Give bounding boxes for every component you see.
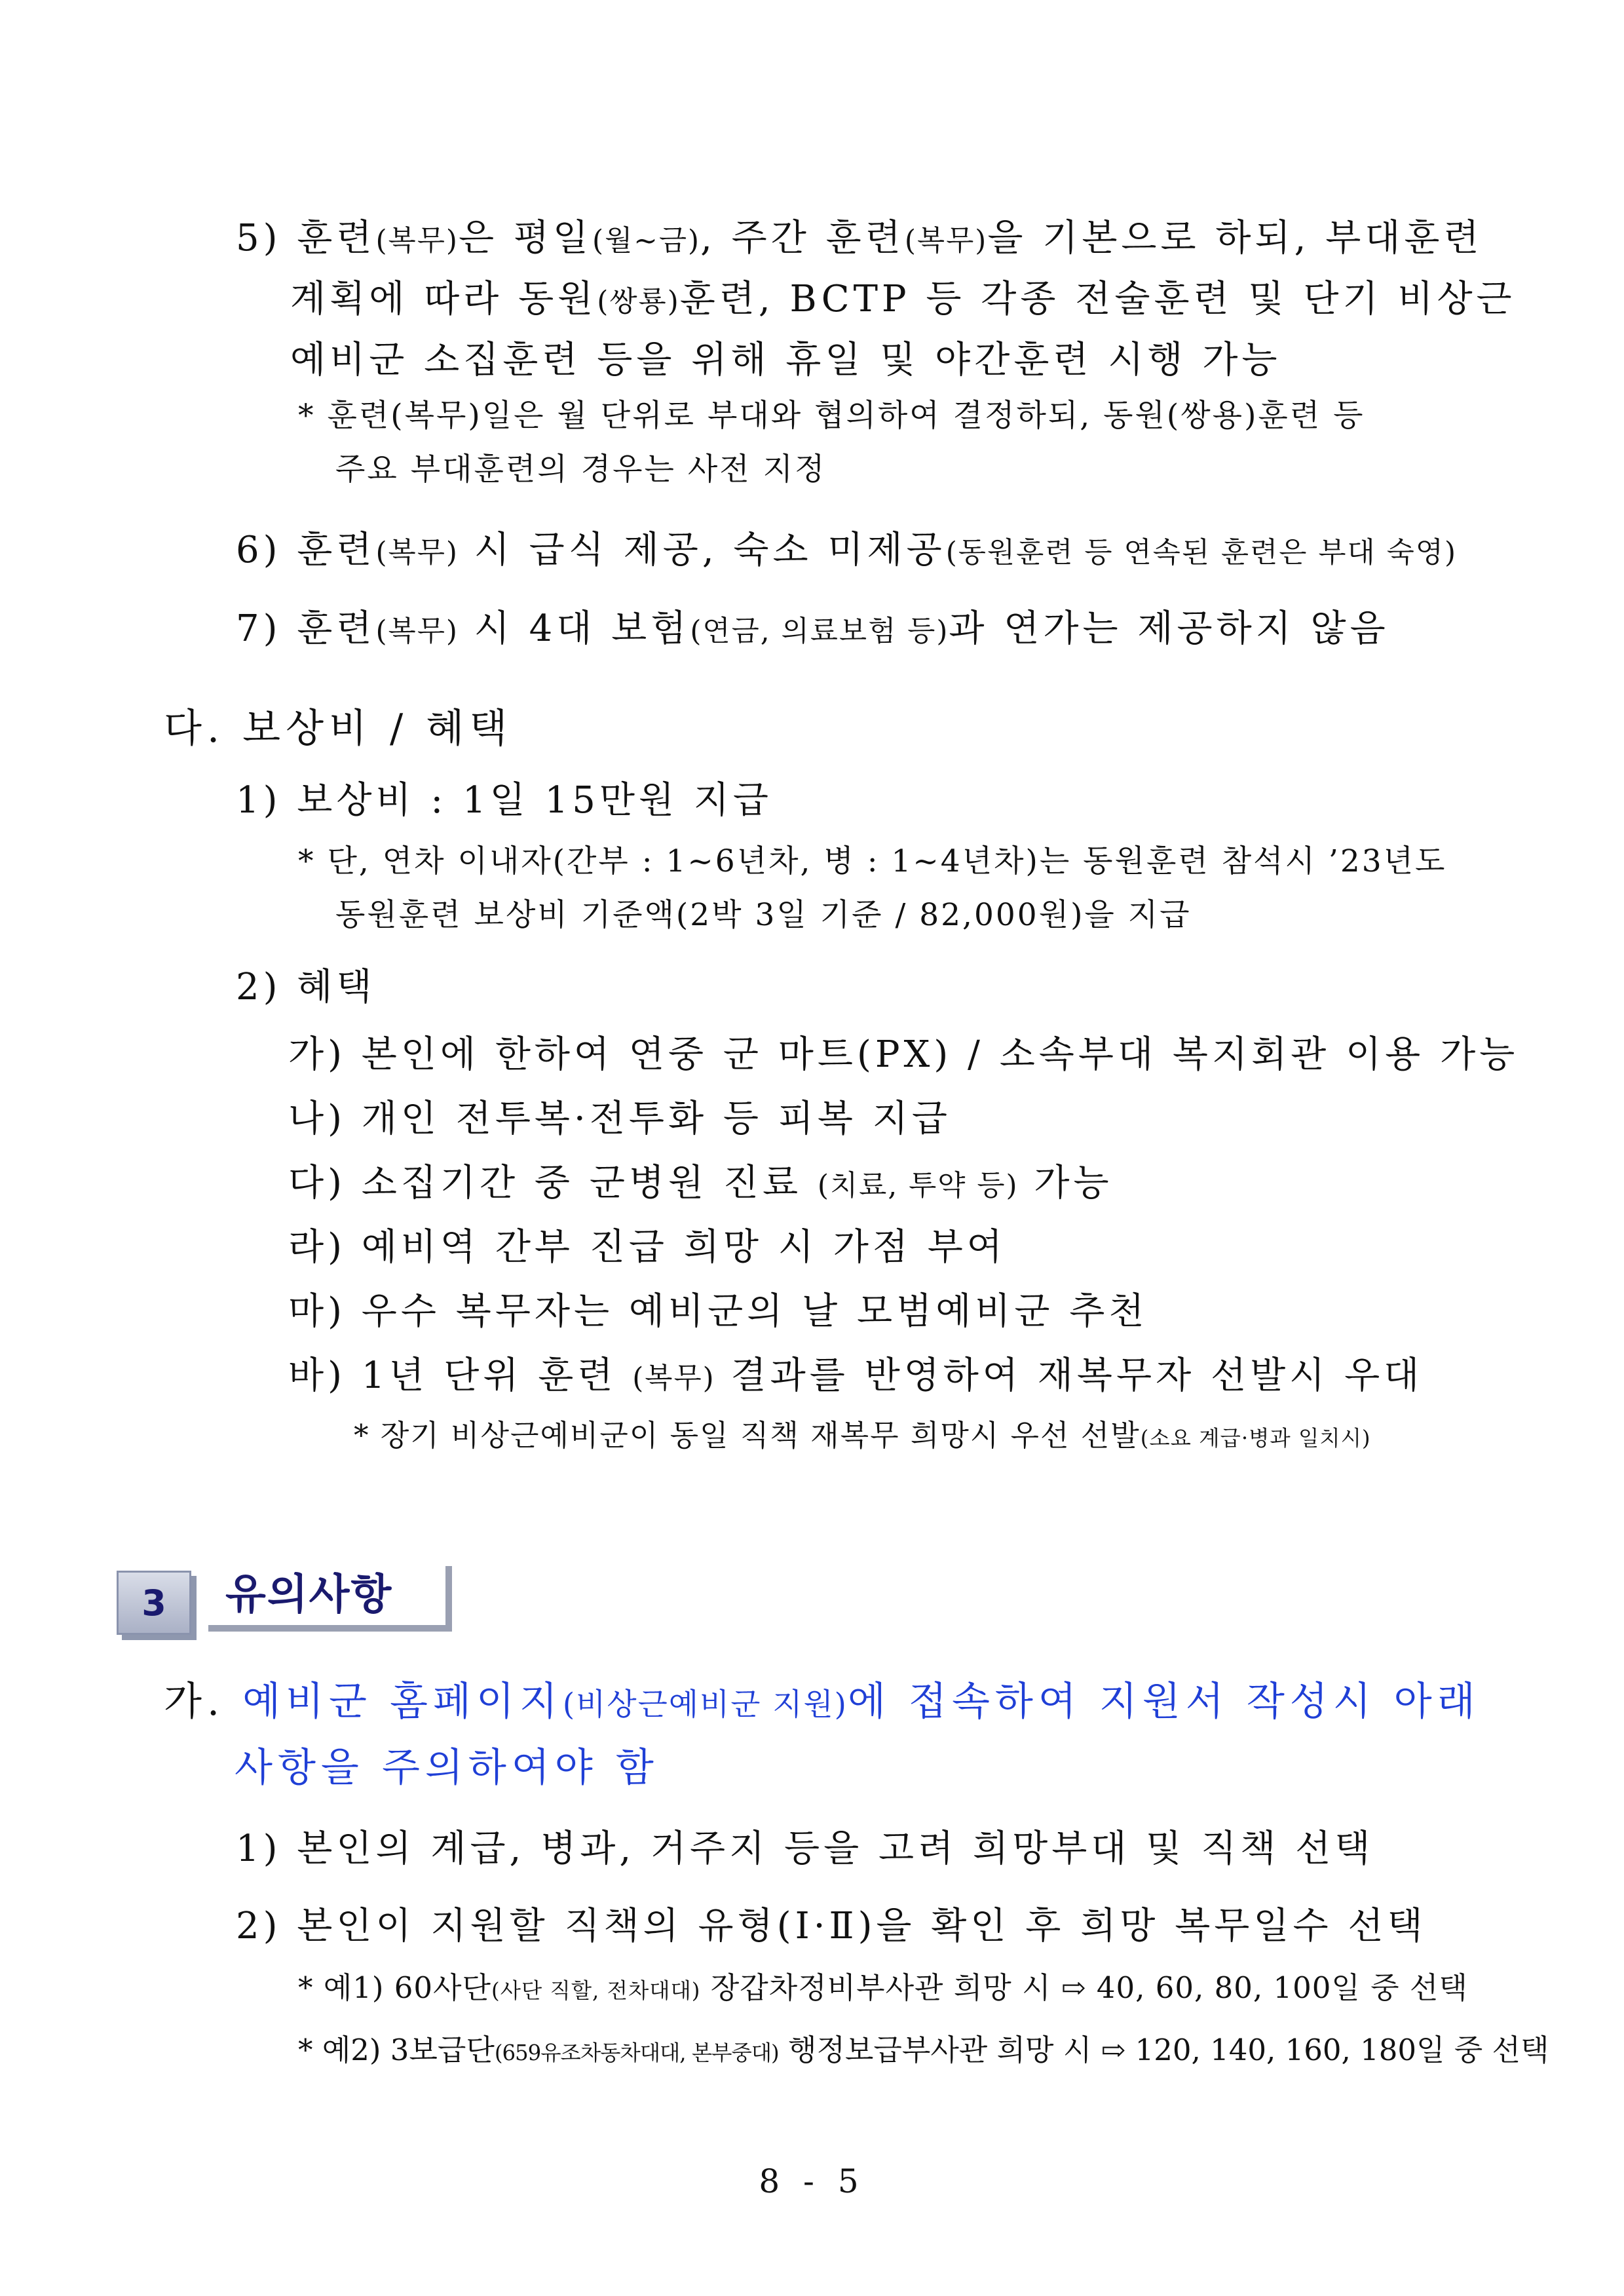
item-5-note-line-1: * 훈련(복무)일은 월 단위로 부대와 협의하여 결정하되, 동원(쌍용)훈련 등 [298, 398, 1365, 434]
section3-example-1: * 예1) 60사단(사단 직할, 전차대대) 장갑차정비부사관 희망 시 ⇨ 40, 60, 80, 100일 중 선택 [298, 1970, 1468, 2005]
benefit-da: 다) 소집기간 중 군병원 진료 (치료, 투약 등) 가능 [288, 1162, 1113, 1204]
section3-item-1: 1) 본인의 계급, 병과, 거주지 등을 고려 희망부대 및 직책 선택 [236, 1827, 1374, 1870]
item-6: 6) 훈련(복무) 시 급식 제공, 숙소 미제공(동원훈련 등 연속된 훈련은 부대 숙영) [236, 529, 1457, 571]
section3-ga-line-2: 사항을 주의하여야 함 [235, 1745, 659, 1791]
item-5-line-1: 5) 훈련(복무)은 평일(월~금), 주간 훈련(복무)을 기본으로 하되, 부대훈련 [236, 217, 1483, 259]
section3-item-2: 2) 본인이 지원할 직책의 유형(Ⅰ·Ⅱ)을 확인 후 희망 복무일수 선택 [236, 1905, 1427, 1947]
benefit-na: 나) 개인 전투복·전투화 등 피복 지급 [288, 1098, 951, 1140]
benefit-ba: 바) 1년 단위 훈련 (복무) 결과를 반영하여 재복무자 선발시 우대 [288, 1354, 1424, 1397]
compensation-item: 1) 보상비 : 1일 15만원 지급 [236, 779, 773, 822]
section-number-badge: 3 [117, 1571, 191, 1635]
benefit-ga: 가) 본인에 한하여 연중 군 마트(PX) / 소속부대 복지회관 이용 가능 [288, 1033, 1519, 1076]
compensation-note-line-2: 동원훈련 보상비 기준액(2박 3일 기준 / 82,000원)을 지급 [335, 897, 1192, 933]
benefit-ba-note: * 장기 비상근예비군이 동일 직책 재복무 희망시 우선 선발(소요 계급·병과 일치시) [354, 1418, 1371, 1453]
benefit-ra: 라) 예비역 간부 진급 희망 시 가점 부여 [288, 1226, 1006, 1269]
benefit-ma: 마) 우수 복무자는 예비군의 날 모범예비군 추천 [288, 1290, 1148, 1333]
item-7: 7) 훈련(복무) 시 4대 보험(연금, 의료보험 등)과 연가는 제공하지 않음 [236, 607, 1389, 650]
page-number: 8 - 5 [759, 2162, 865, 2200]
compensation-note-line-1: * 단, 연차 이내자(간부 : 1~6년차, 병 : 1~4년차)는 동원훈련 참석시 ’23년도 [298, 843, 1447, 879]
benefits-item: 2) 혜택 [236, 966, 376, 1008]
item-5-line-3: 예비군 소집훈련 등을 위해 휴일 및 야간훈련 시행 가능 [290, 339, 1281, 381]
section3-example-2: * 예2) 3보급단(659유조차동차대대, 본부중대) 행정보급부사관 희망 시 ⇨ 120, 140, 160, 180일 중 선택 [298, 2033, 1549, 2067]
section-da-heading: 다. 보상비 / 혜택 [164, 706, 513, 752]
item-5-line-2: 계획에 따라 동원(쌍룡)훈련, BCTP 등 각종 전술훈련 및 단기 비상근 [290, 278, 1516, 320]
item-5-note-line-2: 주요 부대훈련의 경우는 사전 지정 [335, 451, 827, 488]
section3-ga-line-1: 가. 예비군 홈페이지(비상근예비군 지원)에 접속하여 지원서 작성시 아래 [164, 1679, 1481, 1725]
section-title: 유의사항 [208, 1566, 452, 1632]
